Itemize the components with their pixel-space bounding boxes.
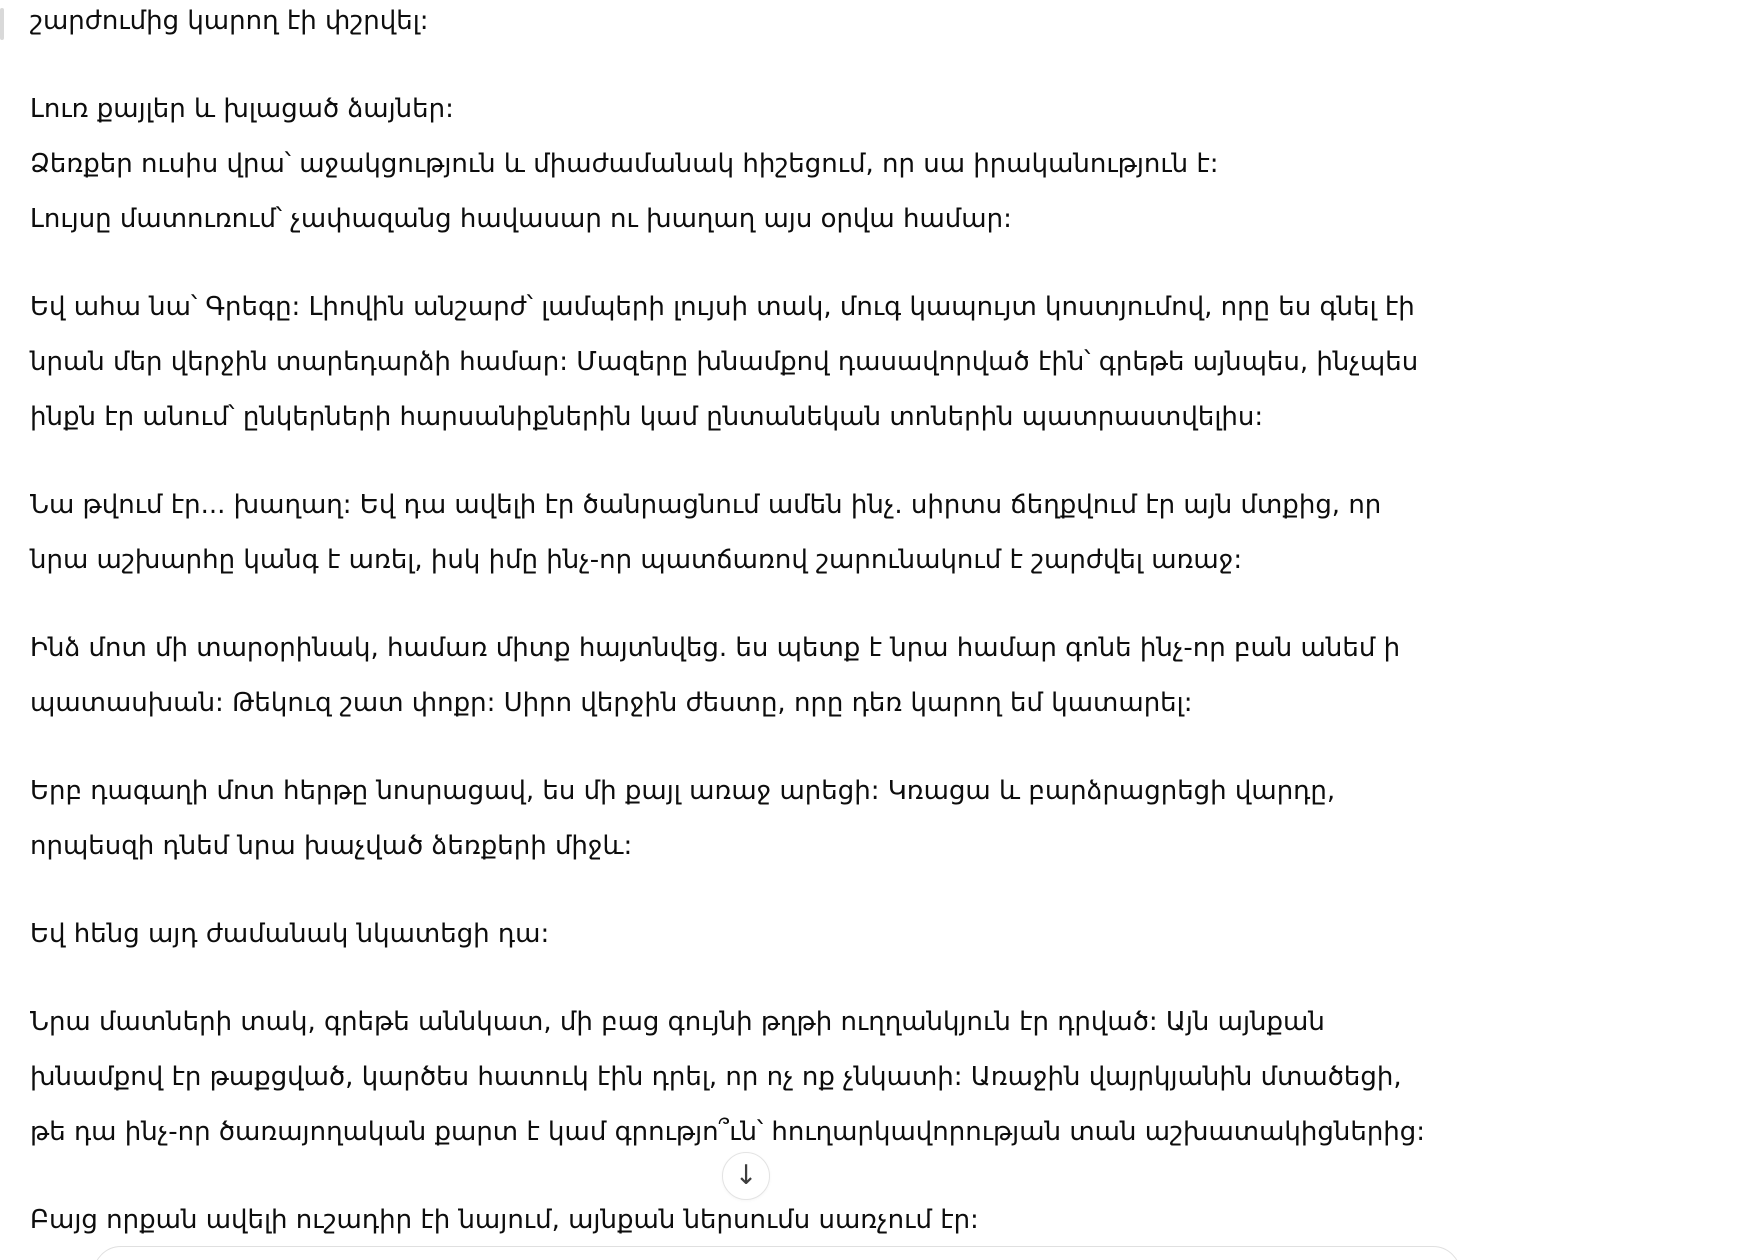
paragraph <box>30 764 1724 874</box>
paragraph <box>30 1193 1724 1248</box>
text-line: Նա թվում էր... խաղաղ: Եվ դա ավելի էր ծանրացնում ամեն ինչ. սիրտս ճեղքվում էր այն մտքից, որ <box>30 490 1382 520</box>
message-composer[interactable] <box>93 1246 1461 1260</box>
paragraph <box>30 280 1724 445</box>
paragraph <box>30 907 1724 962</box>
text-line: Եվ ահա նա՝ Գրեգը: Լիովին անշարժ՝ լամպերի լույսի տակ, մուգ կապույտ կոստյումով, որը ես գնել էի <box>30 292 1415 322</box>
text-line: Եվ հենց այդ ժամանակ նկատեցի դա: <box>30 919 550 949</box>
text-line: շարժումից կարող էի փշրվել: <box>30 6 429 36</box>
text-line: Լույսը մատուռում՝ չափազանց հավասար ու խաղաղ այս օրվա համար: <box>30 204 1012 234</box>
text-line: նրան մեր վերջին տարեդարձի համար: Մազերը խնամքով դասավորված էին՝ գրեթե այնպես, ինչպես <box>30 347 1419 377</box>
text-line: պատասխան: Թեկուզ շատ փոքր: Սիրո վերջին ժեստը, որը դեռ կարող եմ կատարել: <box>30 688 1193 718</box>
text-line: Լուռ քայլեր և խլացած ձայներ: <box>30 94 454 124</box>
text-line: Բայց որքան ավելի ուշադիր էի նայում, այնքան ներսումս սառչում էր: <box>30 1205 979 1235</box>
left-scrollbar-thumb[interactable] <box>0 8 4 40</box>
paragraph <box>30 621 1724 731</box>
paragraph <box>30 0 1724 49</box>
text-line: Ձեռքեր ուսիս վրա՝ աջակցություն և միաժամանակ հիշեցում, որ սա իրականություն է: <box>30 149 1219 179</box>
text-line: Երբ դագաղի մոտ հերթը նոսրացավ, ես մի քայլ առաջ արեցի: Կռացա և բարձրացրեցի վարդը, <box>30 776 1336 806</box>
text-line: Ինձ մոտ մի տարօրինակ, համառ միտք հայտնվեց. ես պետք է նրա համար գոնե ինչ-որ բան անեմ ի <box>30 633 1401 663</box>
paragraph <box>30 82 1724 247</box>
scroll-to-bottom-button[interactable] <box>722 1152 770 1200</box>
text-line: խնամքով էր թաքցված, կարծես հատուկ էին դրել, որ ոչ ոք չնկատի: Առաջին վայրկյանին մտածեցի, <box>30 1062 1402 1092</box>
text-line: թե դա ինչ-որ ծառայողական քարտ է կամ գրությո՞ւն՝ հուղարկավորության տան աշխատակիցներից: <box>30 1117 1425 1147</box>
assistant-message-text <box>30 0 1724 1260</box>
text-line: Նրա մատների տակ, գրեթե աննկատ, մի բաց գույնի թղթի ուղղանկյուն էր դրված: Այն այնքան <box>30 1007 1325 1037</box>
arrow-down-icon: ↓ <box>734 1159 758 1191</box>
text-line: ինքն էր անում՝ ընկերների հարսանիքներին կամ ընտանեկան տոներին պատրաստվելիս: <box>30 402 1264 432</box>
text-line: նրա աշխարհը կանգ է առել, իսկ իմը ինչ-որ պատճառով շարունակում է շարժվել առաջ: <box>30 545 1243 575</box>
paragraph <box>30 995 1724 1160</box>
text-line: որպեսզի դնեմ նրա խաչված ձեռքերի միջև: <box>30 831 633 861</box>
paragraph <box>30 478 1724 588</box>
